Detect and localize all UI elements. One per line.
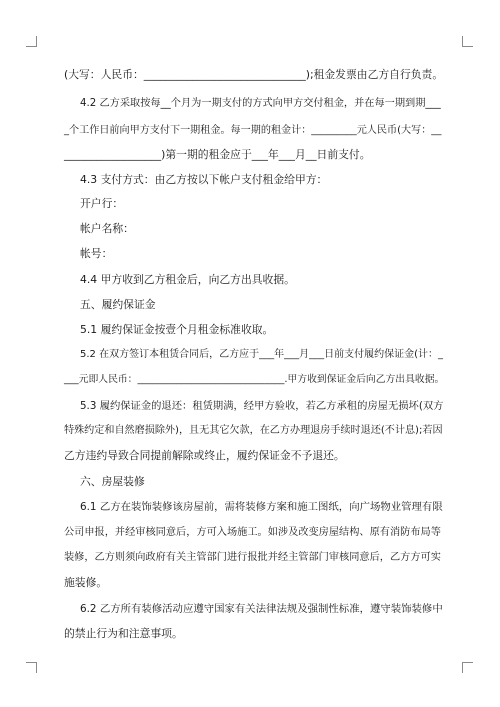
crop-mark-bottom-right [462, 662, 473, 673]
text-line: (大写：人民币：______________________________);租金发票由乙方自行负责。 [64, 68, 444, 81]
clause-4-2: 4.2 乙方采取按每__个月为一期支付的方式向甲方交付租金，并在每一期到期___ [80, 98, 441, 109]
text-line: 公司申报，并经审核同意后，方可入场施工。如涉及改变房屋结构、原有消防布局等 [64, 527, 441, 538]
field-account-number: 帐号： [80, 247, 113, 260]
clause-4-4: 4.4 甲方收到乙方租金后，向乙方出具收据。 [80, 273, 295, 286]
text-line: 特殊约定和自然磨损除外)，且无其它欠款，在乙方办理退房手续时退还(不计息);若因 [64, 425, 443, 436]
crop-mark-bottom-left [26, 662, 37, 673]
clause-5-1: 5.1 履约保证金按壹个月租金标准收取。 [80, 323, 274, 336]
text-line: _个工作日前向甲方支付下一期租金。每一期的租金计：_________元人民币(大写：__ [64, 125, 442, 136]
text-line: 的禁止行为和注意事项。 [64, 627, 183, 640]
clause-5-3: 5.3 履约保证金的退还：租赁期满，经甲方验收，若乙方承租的房屋无损坏(双方 [80, 400, 444, 412]
section-heading-6: 六、房屋装修 [80, 475, 145, 488]
clause-6-1: 6.1 乙方在装饰装修该房屋前，需将装修方案和施工图纸，向广场物业管理有限 [80, 501, 443, 513]
text-line: ___元即人民币：______________________________.甲方收到保证金后向乙方出具收据。 [64, 374, 445, 385]
crop-mark-top-left [26, 36, 37, 47]
section-heading-5: 五、履约保证金 [80, 298, 156, 311]
field-account-name: 帐户名称： [80, 222, 134, 235]
clause-5-2: 5.2 在双方签订本租赁合同后，乙方应于___年___月___日前支付履约保证金(计：_ [80, 349, 443, 360]
crop-mark-top-right [462, 36, 473, 47]
clause-6-2: 6.2 乙方所有装修活动应遵守国家有关法律法规及强制性标准，遵守装饰装修中 [80, 603, 443, 615]
text-line: 装修，乙方则须向政府有关主管部门进行报批并经主管部门审核同意后，乙方方可实 [64, 552, 441, 563]
text-line: __________________)第一期的租金应于___年___月__日前支付。 [64, 148, 371, 161]
clause-4-3: 4.3 支付方式：由乙方按以下帐户支付租金给甲方： [80, 173, 328, 186]
text-line: 施装修。 [64, 576, 108, 589]
field-bank: 开户行： [80, 197, 124, 210]
text-line: 乙方违约导致合同提前解除或终止，履约保证金不予退还。 [64, 449, 345, 462]
